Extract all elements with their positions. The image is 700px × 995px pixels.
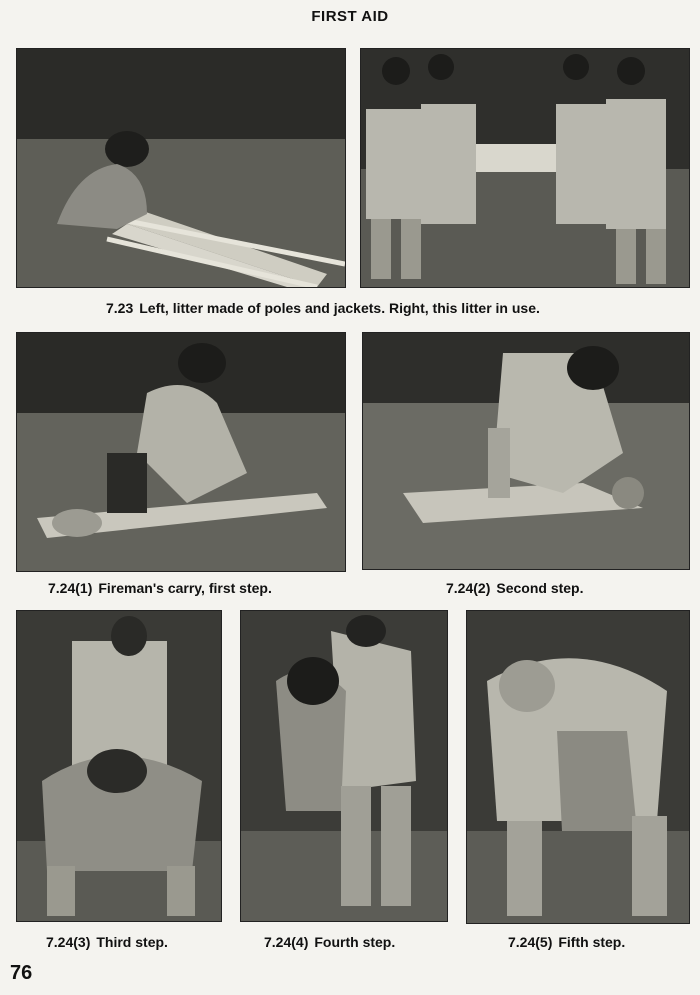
- photo-firemans-carry-step-4: [240, 610, 448, 922]
- figure-caption-7-24-1: [48, 580, 272, 596]
- figure-caption-text: Second step.: [496, 580, 584, 596]
- figure-number: 7.24(5): [508, 934, 553, 950]
- figure-number: 7.23: [106, 300, 134, 316]
- figure-caption-text: Fourth step.: [314, 934, 396, 950]
- figure-caption-7-24-3: [46, 934, 168, 950]
- photo-litter-made: [16, 48, 346, 288]
- figure-caption-7-24-5: [508, 934, 625, 950]
- figure-caption-text: Fireman's carry, first step.: [98, 580, 272, 596]
- figure-caption-7-24-4: [264, 934, 395, 950]
- photo-firemans-carry-step-2: [362, 332, 690, 570]
- photo-firemans-carry-step-1: [16, 332, 346, 572]
- figure-caption-text: Left, litter made of poles and jackets. Right, this litter in use.: [139, 300, 540, 316]
- figure-number: 7.24(1): [48, 580, 93, 596]
- figure-caption-text: Fifth step.: [558, 934, 626, 950]
- figure-caption-text: Third step.: [96, 934, 168, 950]
- figure-number: 7.24(2): [446, 580, 491, 596]
- photo-firemans-carry-step-5: [466, 610, 690, 924]
- figure-number: 7.24(3): [46, 934, 91, 950]
- running-head: FIRST AID: [311, 8, 389, 25]
- page-number: 76: [10, 962, 33, 984]
- figure-caption-7-24-2: [446, 580, 584, 596]
- photo-firemans-carry-step-3: [16, 610, 222, 922]
- photo-litter-in-use: [360, 48, 690, 288]
- figure-number: 7.24(4): [264, 934, 309, 950]
- figure-caption-7-23: [106, 300, 540, 316]
